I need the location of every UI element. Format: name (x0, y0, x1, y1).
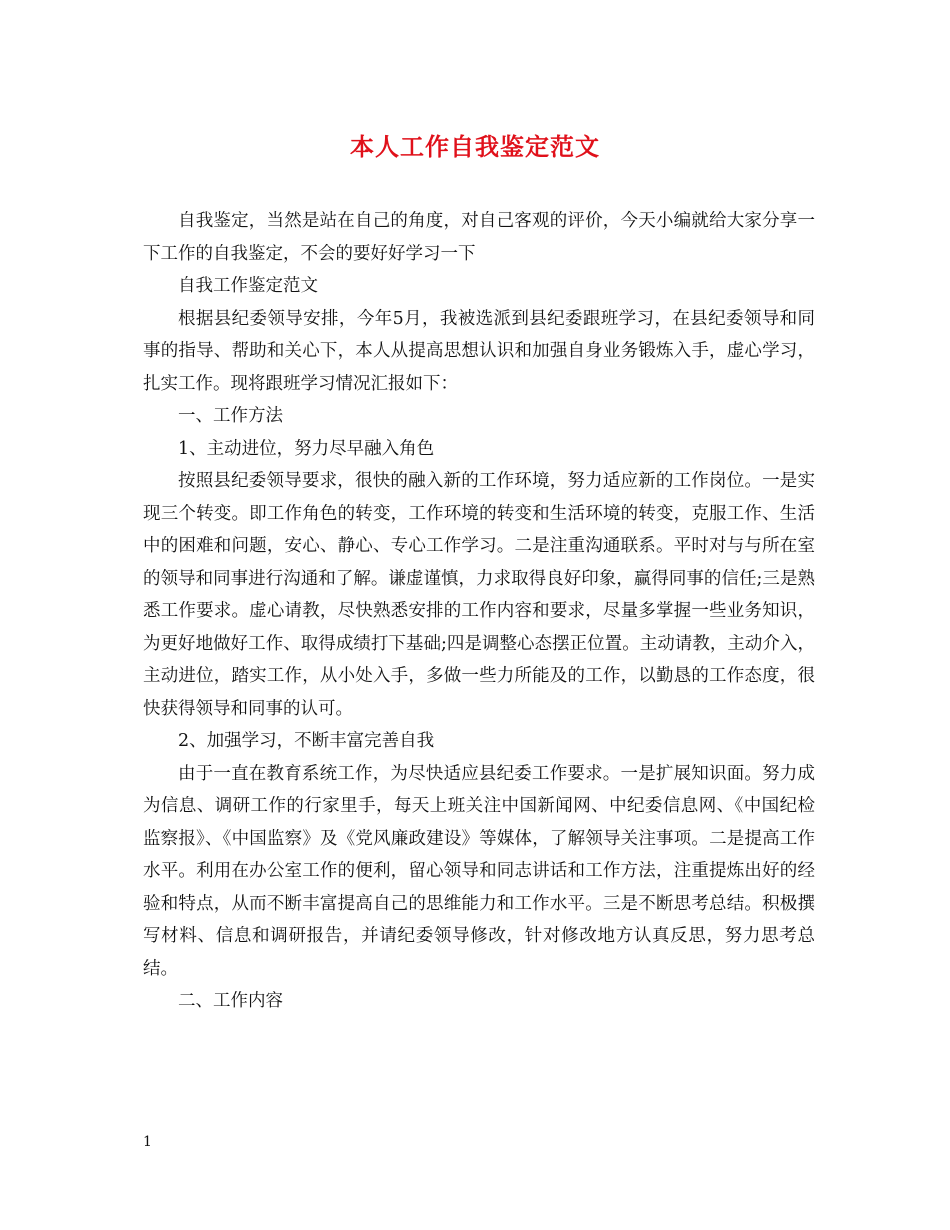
subheading-role: 1、主动进位，努力尽早融入角色 (178, 438, 435, 459)
heading-work-content: 二、工作内容 (178, 991, 283, 1011)
paragraph-role: 按照县纪委领导要求，很快的融入新的工作环境，努力适应新的工作岗位。一是实现三个转变。即工作角色的转变，工作环境的转变和生活环境的转变，克服工作、生活中的困难和问题，安心、静心、专心工作学习。二是注重沟通联系。平时对与与所在室的领导和同事进行沟通和了解。谦虚谨慎，力求取得良好印象，赢得同事的信任;三是熟悉工作要求。虚心请教，尽快熟悉安排的工作内容和要求，尽量多掌握一些业务知识，为更好地做好工作、取得成绩打下基础;四是调整心态摆正位置。主动请教，主动介入，主动进位，踏实工作，从小处入手，多做一些力所能及的工作，以勤恳的工作态度，很快获得领导和同事的认可。 (143, 471, 815, 719)
paragraph-intro: 自我鉴定，当然是站在自己的角度，对自己客观的评价，今天小编就给大家分享一下工作的自我鉴定，不会的要好好学习一下 (143, 211, 815, 264)
paragraph-subtitle: 自我工作鉴定范文 (178, 276, 318, 296)
document-body (143, 205, 815, 1018)
paragraph-learning: 由于一直在教育系统工作，为尽快适应县纪委工作要求。一是扩展知识面。努力成为信息、调研工作的行家里手，每天上班关注中国新闻网、中纪委信息网、《中国纪检监察报》、《中国监察》及《党风廉政建设》等媒体，了解领导关注事项。二是提高工作水平。利用在办公室工作的便利，留心领导和同志讲话和工作方法，注重提炼出好的经验和特点，从而不断丰富提高自己的思维能力和工作水平。三是不断思考总结。积极撰写材料、信息和调研报告，并请纪委领导修改，针对修改地方认真反思，努力思考总结。 (143, 763, 815, 979)
page-number: 1 (143, 1134, 152, 1150)
paragraph-background: 根据县纪委领导安排，今年5月，我被选派到县纪委跟班学习，在县纪委领导和同事的指导、帮助和关心下，本人从提高思想认识和加强自身业务锻炼入手，虚心学习，扎实工作。现将跟班学习情况汇报如下： (143, 308, 815, 394)
heading-work-method: 一、工作方法 (178, 406, 283, 426)
document-title: 本人工作自我鉴定范文 (350, 132, 600, 161)
subheading-learning: 2、加强学习，不断丰富完善自我 (178, 731, 435, 751)
